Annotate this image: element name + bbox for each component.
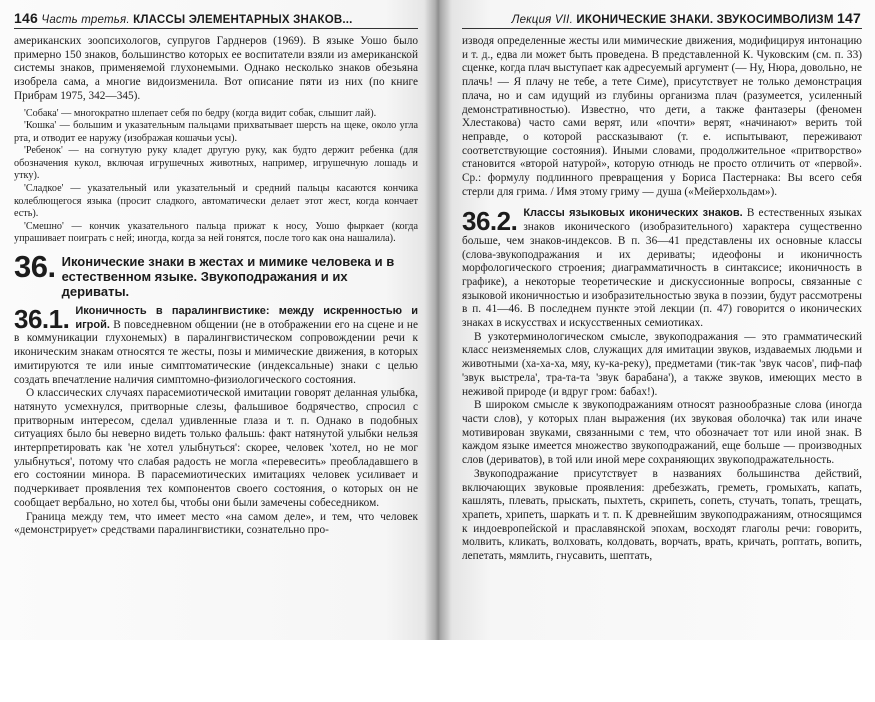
example-sign-dog: 'Собака' — многократно шлепает себя по бедру (когда видит собак, слышит лай).	[24, 107, 377, 119]
subsection-number: 36.1.	[14, 304, 70, 335]
page-bottom-margin	[0, 640, 875, 702]
left-running-head	[14, 10, 353, 26]
right-page	[438, 0, 875, 702]
section-heading-36	[14, 249, 418, 300]
book-gutter-shadow	[424, 0, 452, 702]
right-running-head	[512, 10, 862, 26]
left-header-rule	[14, 28, 418, 29]
right-text-body	[462, 35, 862, 564]
subsection-36-1-paragraph	[14, 305, 418, 387]
left-chapter-label: КЛАССЫ ЭЛЕМЕНТАРНЫХ ЗНАКОВ...	[133, 14, 353, 26]
paragraph: американских зоопсихологов, супругов Гарднеров (1969). В языке Уошо было примерно 150 знаков, большинство которых ее воспитатели взяли из американской системы знаков, применяемой глухонемыми. Однако несколько знаков обезьяна изобрела сама, а многие видоизменила. Вот описание пяти из них (по книге Прибрам 1975, 342—345).	[14, 35, 418, 102]
subsection-text: В естественных языках знаков иконического (изобразительного) характера существенно больше, чем знаков-индексов. В п. 36—41 представлены их основные классы (слова-звукоподражания и их дериваты; идеофоны и иконичность морфологического строения; диаграмматичность в синтаксисе; иконичность в графике), а некоторые теоретические и дискуссионные вопросы, связанные с языковой иконичностью и изобразительностью звука в поэзии, будут рассмотрены в п. 41—46. В последнем пункте этой лекции (п. 47) говорится о иконических знаках в искусствах и искусственных семиотиках.	[462, 207, 862, 330]
right-chapter-label: ИКОНИЧЕСКИЕ ЗНАКИ. ЗВУКОСИМВОЛИЗМ	[576, 14, 834, 26]
example-sign-baby: 'Ребенок' — на согнутую руку кладет другую руку, как будто держит ребенка (для обозначения кукол, включая игрушечных животных, например, игрушечную лошадь и утку).	[14, 145, 418, 182]
subsection-title: Иконичность в паралингвистике: между искренностью и игрой.	[75, 305, 418, 331]
paragraph: О классических случаях парасемиотической имитации говорят деланная улыбка, натянуто усмехнулся, притворные слезы, фальшивое бодрячество, спросил с притворным интересом, сделал удивленные глаза и т. п. Однако в подобных ситуациях было бы неверно видеть только фальшь: факт натянутой улыбки нельзя интерпретировать как 'не хотел улыбнуться': скорее, человек 'хотел, но не мог улыбнуться', потому что слабая радость не могла «перевесить» преобладавшего в его состоянии минора. В парасемиотических имитациях человек усиливает и подчеркивает проявления тех компонентов своего состояния, о которых он не сообщает вербально, но хотел бы, чтобы они были замечены собеседником.	[14, 387, 418, 509]
left-section-label: Часть третья.	[41, 14, 130, 26]
subsection-36-2-paragraph	[462, 207, 862, 330]
example-sign-cat: 'Кошка' — большим и указательным пальцами прихватывает шерсть на щеке, около угла рта, и отводит ее наружу (изображая кошачьи усы).	[14, 120, 418, 144]
paragraph: В узкотерминологическом смысле, звукоподражания — это грамматический класс неизменяемых слов, служащих для имитации звуков, издаваемых людьми и животными (ха-ха-ха, мяу, ку-ка-реку), предметами (тик-так 'звук часов', пиф-паф 'звук выстрела', тра-та-та 'звук барабана'), а также звуков, имеющих место в неживой природе (и вдруг гром: бабах!).	[462, 330, 862, 398]
paragraph: Граница между тем, что имеет место «на самом деле», и тем, что человек «демонстрирует» средствами паралингвистики, сознательно про-	[14, 510, 418, 537]
paragraph: Звукоподражание присутствует в названиях большинства действий, включающих звуковые проявления: дребезжать, греметь, громыхать, капать, кашлять, плевать, прыскать, пыхтеть, скрипеть, сопеть, стучать, топать, трещать, храпеть, хрипеть, шаркать и т. п. К древнейшим звукоподражаниям, относящимся к индоевропейской и праславянской эпохам, восходят глаголы речи: говорить, молвить, кликать, волховать, колдовать, ворчать, врать, кричать, роптать, вопить, лепетать, мямлить, гнусавить, шептать,	[462, 467, 862, 563]
right-section-label: Лекция VII.	[511, 14, 573, 26]
example-sign-funny: 'Смешно' — кончик указательного пальца прижат к носу, Уошо фыркает (когда упрашивает поиграть с ней; иногда, когда за ней гонятся, после того как она нашалила).	[14, 220, 418, 245]
section-title: Иконические знаки в жестах и мимике человека и в естественном языке. Звукоподражания и их дериваты.	[61, 254, 395, 300]
subsection-title: Классы языковых иконических знаков.	[523, 207, 743, 220]
right-header-rule	[462, 28, 862, 29]
subsection-text: В повседневном общении (не в отображении его на сцене и не в коммуникации глухонемых) в паралингвистическом сопровождении речи к иконическим знакам относятся те жесты, позы и мимические движения, в которых имитируются те или иные симптоматические (индексальные) знаки с целью создать впечатление наличия симптомно-физиологического состояния.	[14, 318, 418, 386]
example-sign-sweet: 'Сладкое' — указательный или указательный и средний пальцы касаются кончика колеблющегося языка (просит сладкого, автоматически делает этот жест, когда кончает есть).	[14, 183, 418, 220]
paragraph: изводя определенные жесты или мимические движения, модифицируя интонацию и т. д., едва ли может быть проведена. В представленной К. Чуковским (см. п. 33) сценке, когда плач выступает как адресуемый аргумент (— Ну, Нюра, довольно, не плачь! — Я плачу не тебе, а тете Симе), присутствует не только демонстрация плача, но и сам идущий из глубины организма плач (разумеется, усиленный демонстративностью). Известно, что дети, а также фантазеры (феномен Хлестакова) часто сами верят, или «почти» верят, «начинают» верить той неправде, о которой рассказывают (т. е. испытывают, переживают соответствующие состояния). Иными словами, продолжительное «притворство» становится «второй натурой», которую отнюдь не просто отличить от «первой». Ср.: формулу подлинного превращения у Бориса Пастернака: Вы всего себя стерли для грима. / Имя этому гриму — душа («Мейерхольдам»).	[462, 35, 862, 198]
section-number: 36.	[14, 249, 56, 285]
subsection-number: 36.2.	[462, 206, 518, 237]
right-page-number: 147	[837, 10, 861, 26]
left-text-body	[14, 35, 418, 538]
paragraph: В широком смысле к звукоподражаниям относят разнообразные слова (иногда части слов), у которых план выражения (их звуковая оболочка) так или иначе мотивирован звуками, связанными с тем, что обозначает тот или иной знак. В каждом языке имеется множество звукоподражаний, еще больше — производных слов (дериватов), в той или иной мере сохраняющих звукоподражательность.	[462, 399, 862, 467]
left-page-number: 146	[14, 10, 38, 26]
